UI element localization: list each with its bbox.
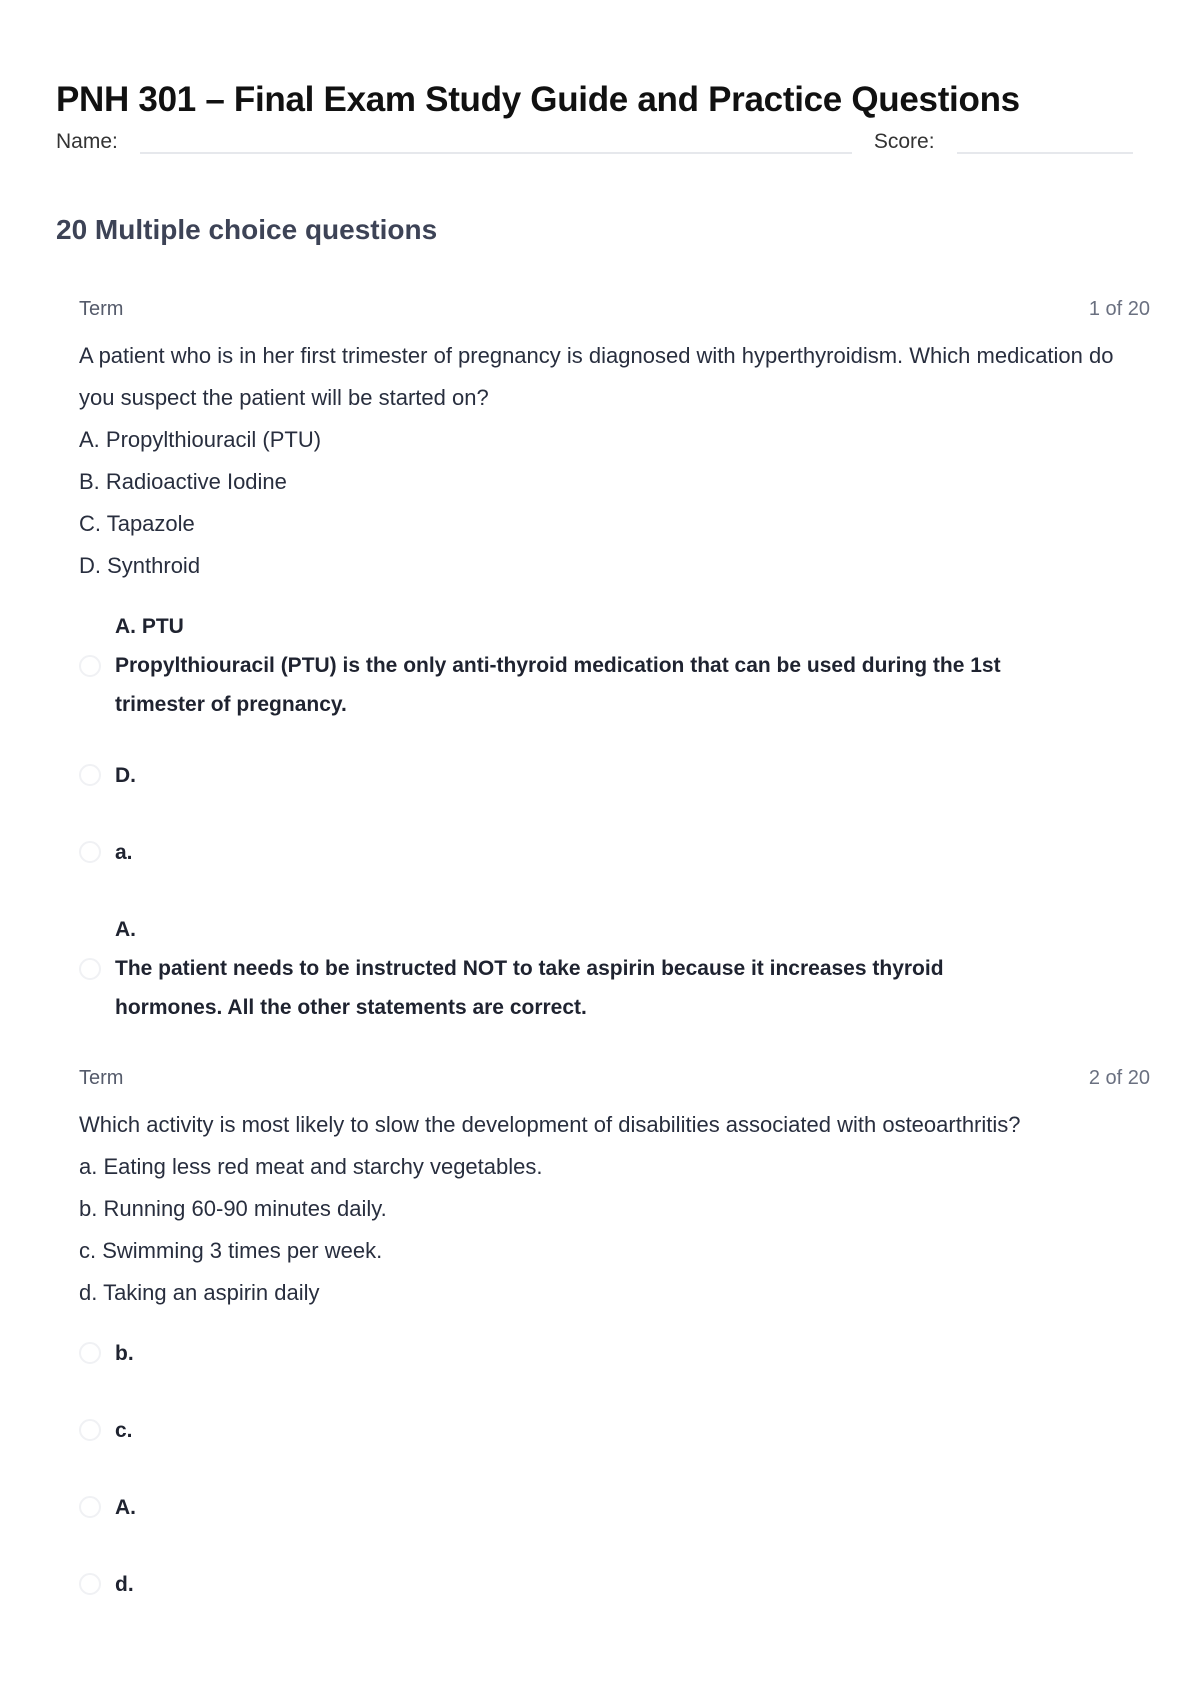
question-option: C. Tapazole <box>79 511 195 536</box>
radio-button[interactable] <box>79 1342 101 1364</box>
score-line <box>957 128 1133 154</box>
answer-choice[interactable] <box>79 1565 1150 1604</box>
page-title: PNH 301 – Final Exam Study Guide and Practice Questions <box>56 80 1020 119</box>
term-label: Term <box>79 1067 124 1089</box>
question-card <box>79 1065 1150 1604</box>
question-header <box>79 296 1150 322</box>
answer-choice[interactable] <box>79 833 1150 872</box>
section-heading: 20 Multiple choice questions <box>56 214 438 245</box>
answer-text: hormones. All the other statements are correct. <box>115 996 587 1019</box>
term-label: Term <box>79 298 124 320</box>
radio-button[interactable] <box>79 764 101 786</box>
question-option: d. Taking an aspirin daily <box>79 1280 320 1305</box>
answer-text: c. <box>115 1419 133 1442</box>
answer-choices <box>79 1334 1150 1604</box>
answer-choice[interactable] <box>79 607 1150 724</box>
question-options <box>79 1146 1150 1314</box>
answer-text: A. <box>115 918 136 941</box>
answer-text: D. <box>115 764 136 787</box>
question-text: A patient who is in her first trimester of pregnancy is diagnosed with hyperthyroidism. Which medication do you suspect the patient will be started on? <box>79 343 1114 410</box>
answer-text: b. <box>115 1342 134 1365</box>
answer-text: trimester of pregnancy. <box>115 693 347 716</box>
radio-button[interactable] <box>79 1496 101 1518</box>
question-counter: 1 of 20 <box>1088 298 1150 320</box>
question-text: Which activity is most likely to slow the development of disabilities associated with osteoarthritis? <box>79 1112 1021 1137</box>
question-option: D. Synthroid <box>79 553 201 578</box>
answer-choice[interactable] <box>79 1334 1150 1373</box>
question-option: A. Propylthiouracil (PTU) <box>79 427 322 452</box>
answer-choices <box>79 607 1150 1027</box>
answer-text: Propylthiouracil (PTU) is the only anti-thyroid medication that can be used during the 1st <box>115 654 1001 677</box>
answer-text: A. <box>115 1496 136 1519</box>
question-card <box>79 296 1150 1027</box>
radio-button[interactable] <box>79 655 101 677</box>
answer-choice[interactable] <box>79 1411 1150 1450</box>
answer-choice[interactable] <box>79 910 1150 1027</box>
question-options <box>79 419 1150 587</box>
question-option: B. Radioactive Iodine <box>79 469 287 494</box>
radio-button[interactable] <box>79 958 101 980</box>
question-option: a. Eating less red meat and starchy vegetables. <box>79 1154 543 1179</box>
name-label: Name: <box>56 130 118 153</box>
score-label: Score: <box>873 130 935 153</box>
question-header <box>79 1065 1150 1091</box>
name-score-row <box>56 120 1150 154</box>
answer-text: A. PTU <box>115 615 184 638</box>
radio-button[interactable] <box>79 841 101 863</box>
radio-button[interactable] <box>79 1573 101 1595</box>
question-option: c. Swimming 3 times per week. <box>79 1238 383 1263</box>
answer-text: a. <box>115 841 133 864</box>
name-line <box>140 128 852 154</box>
answer-text: d. <box>115 1573 134 1596</box>
answer-choice[interactable] <box>79 756 1150 795</box>
radio-button[interactable] <box>79 1419 101 1441</box>
question-option: b. Running 60-90 minutes daily. <box>79 1196 387 1221</box>
answer-text: The patient needs to be instructed NOT to take aspirin because it increases thyroid <box>115 957 944 980</box>
answer-choice[interactable] <box>79 1488 1150 1527</box>
question-counter: 2 of 20 <box>1088 1067 1150 1089</box>
